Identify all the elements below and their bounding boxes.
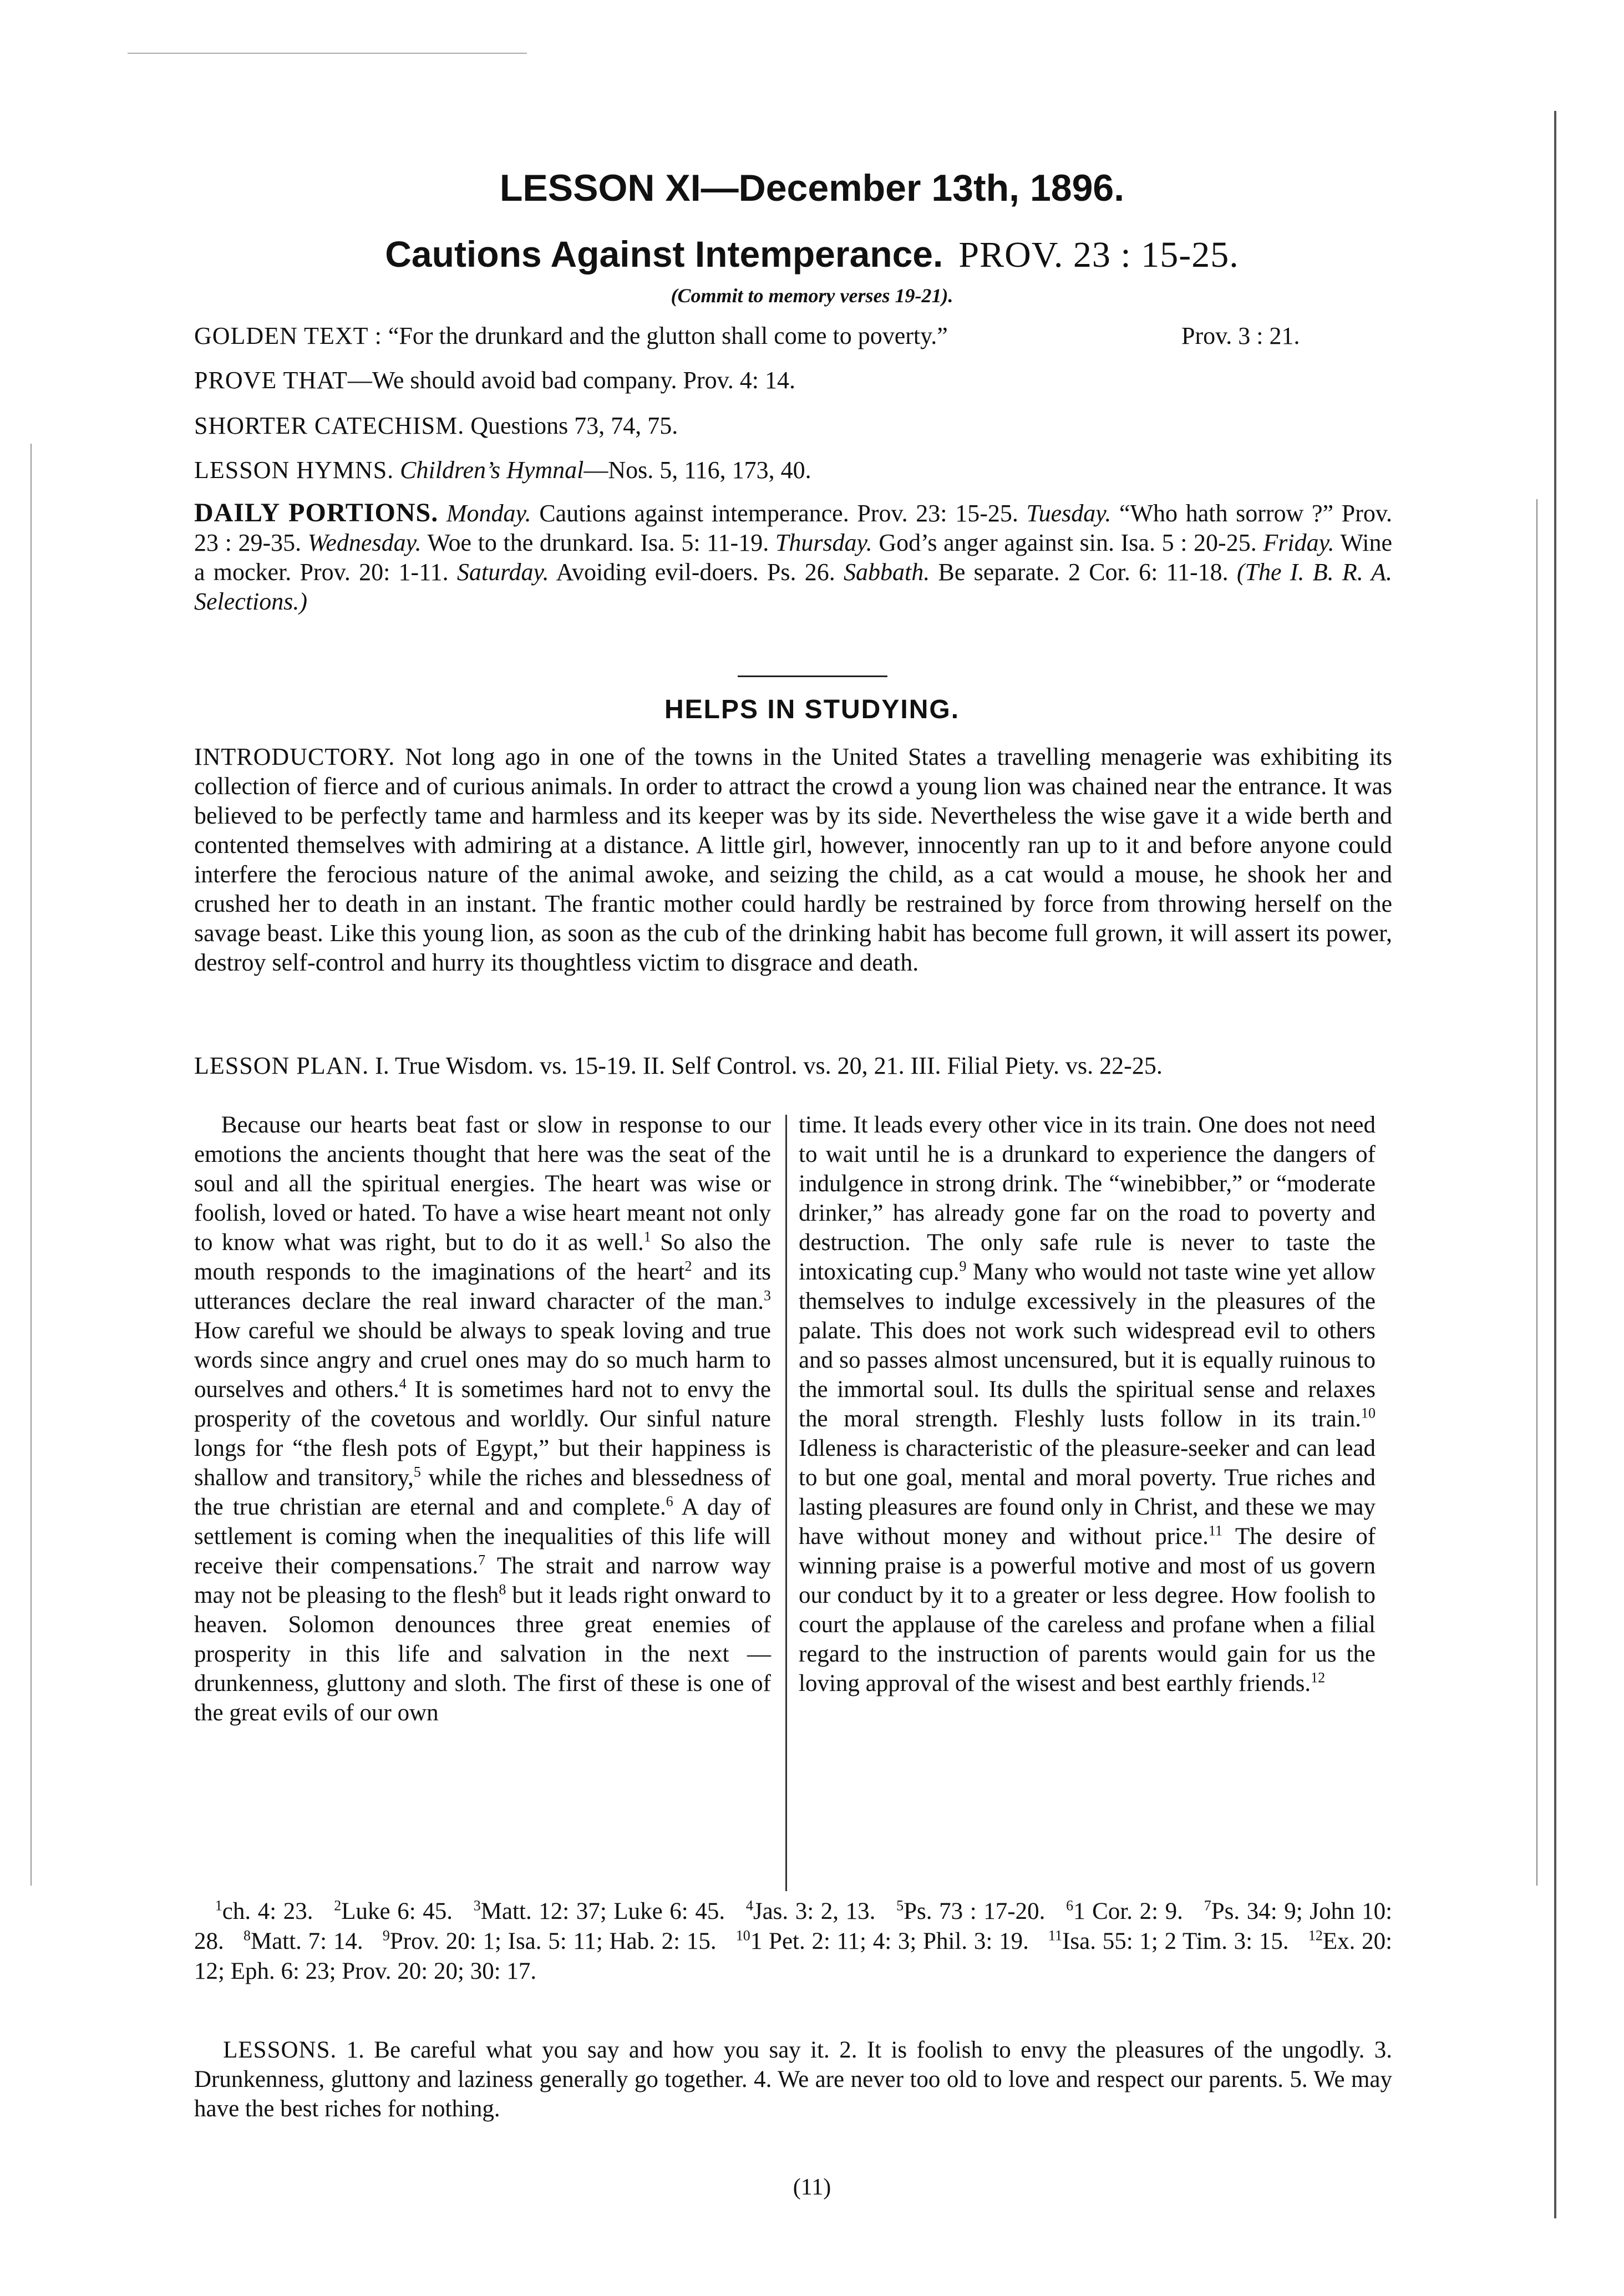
catechism-label: SHORTER CATECHISM. — [194, 412, 465, 439]
footnote-number: 1 — [215, 1897, 222, 1914]
daily-reading: God’s anger against sin. Isa. 5 : 20-25. — [879, 529, 1257, 556]
footnote-ref: Matt. 12: 37; Luke 6: 45. — [480, 1898, 725, 1924]
scan-edge-right — [1554, 111, 1556, 2218]
footnote-ref: Ps. 34: 9; John 10: 28. — [194, 1898, 1393, 1954]
footnote-ref: Ps. 73 : 17-20. — [904, 1898, 1046, 1924]
scan-edge-left — [31, 444, 32, 1886]
daily-selections: (The I. B. R. A. Selections.) — [194, 558, 1393, 615]
commentary-left-column — [194, 1110, 771, 1728]
footnote-marker: 4 — [399, 1375, 407, 1392]
lesson-plan-label: LESSON PLAN. — [194, 1052, 369, 1079]
footnote-ref: ch. 4: 23. — [222, 1898, 313, 1924]
hymns-numbers: —Nos. 5, 116, 173, 40. — [583, 456, 811, 484]
daily-reading: “Who hath sorrow ?” Prov. 23 : 29-35. — [194, 500, 1393, 556]
footnote-number: 3 — [473, 1897, 481, 1914]
footnote-ref: Ex. 20: 12; Eph. 6: 23; Prov. 20: 20; 30: 17. — [194, 1928, 1393, 1984]
daily-day: Sabbath. — [844, 558, 930, 586]
commentary-text: and its utterances declare the real inward character of the man. — [194, 1259, 771, 1314]
prove-that-label: PROVE THAT — [194, 367, 348, 394]
lesson-point: 4. We are never too old to love and respect our parents. — [754, 2066, 1283, 2092]
lesson-plan-text: I. True Wisdom. vs. 15-19. II. Self Control. vs. 20, 21. III. Filial Piety. vs. 22-25. — [375, 1052, 1163, 1079]
golden-text-quote: “For the drunkard and the glutton shall come to poverty.” — [388, 322, 948, 349]
lesson-topic: Cautions Against Intemperance. — [385, 233, 943, 275]
helps-heading: HELPS IN STUDYING. — [664, 695, 960, 724]
footnote-marker: 12 — [1311, 1669, 1326, 1686]
section-rule — [738, 675, 887, 677]
shorter-catechism — [194, 412, 1437, 440]
commentary-text: A day of settlement is coming when the inequalities of this life will receive their compensations. — [194, 1494, 771, 1579]
lessons-summary — [194, 2035, 1392, 2124]
commentary-text: Idleness is characteristic of the pleasure-seeker and can lead to but one goal, mental and moral poverty. True riches and lasting pleasures are found only in Christ, and these we may have without money and without price. — [799, 1435, 1376, 1550]
daily-day: Thursday. — [775, 529, 872, 556]
daily-portions — [194, 498, 1392, 616]
commentary-text: time. It leads every other vice in its train. One does not need to wait until he is a drunkard to experience the dangers of indulgence in strong drink. The “winebibber,” or “moderate drinker,” has already gone far on the road to poverty and destruction. The only safe rule is never to taste the intoxicating cup. — [799, 1112, 1376, 1285]
commentary-right-column — [799, 1110, 1376, 1698]
lesson-scripture-ref: PROV. 23 : 15-25. — [958, 235, 1239, 275]
daily-reading: Avoiding evil-doers. Ps. 26. — [556, 558, 835, 586]
commentary-text: but it leads right onward to heaven. Solomon denounces three great enemies of prosperity in this life and salvation in the next —drunkenness, gluttony and sloth. The first of these is one of the great evils of our own — [194, 1582, 772, 1726]
commentary-text: Many who would not taste wine yet allow themselves to indulge excessively in the pleasures of the palate. This does not work such widespread evil to others and so passes almost uncensured, but it is equally ruinous to the immortal soul. Its dulls the spiritual sense and relaxes the moral strength. Fleshly lusts follow in its train. — [799, 1259, 1376, 1432]
footnote-marker: 3 — [764, 1287, 771, 1304]
footnote-number: 8 — [243, 1927, 251, 1944]
golden-text-ref: Prov. 3 : 21. — [1181, 322, 1300, 349]
hymns-label: LESSON HYMNS. — [194, 456, 394, 484]
daily-day: Wednesday. — [307, 529, 422, 556]
footnote-marker: 5 — [413, 1464, 421, 1480]
footnote-ref: 1 Cor. 2: 9. — [1073, 1898, 1183, 1924]
golden-text-label: GOLDEN TEXT : — [194, 322, 382, 349]
lesson-plan — [194, 1051, 1392, 1080]
footnote-number: 9 — [382, 1927, 390, 1944]
footnote-marker: 7 — [478, 1552, 486, 1568]
introductory-text: Not long ago in one of the towns in the United States a travelling menagerie was exhibiting its collection of fierce and of curious animals. In order to attract the crowd a young lion was chained near the entrance. It was believed to be perfectly tame and harmless and its keeper was by its side. Nevertheless the wise gave it a wide berth and contented themselves with admiring at a distance. A little girl, however, innocently ran up to it and before anyone could interfere the ferocious nature of the animal awoke, and seizing the child, as a cat would a mouse, he shook her and crushed her to death in an instant. The frantic mother could hardly be restrained by force from throwing herself on the savage beast. Like this young lion, as soon as the cub of the drinking habit has become full grown, it will assert its power, destroy self-control and hurry its thoughtless victim to disgrace and death. — [194, 743, 1393, 976]
footnote-number: 12 — [1308, 1927, 1323, 1944]
footnote-number: 7 — [1204, 1897, 1211, 1914]
lesson-hymns — [194, 456, 1437, 484]
footnote-number: 2 — [334, 1897, 342, 1914]
daily-portions-heading: DAILY PORTIONS. — [194, 498, 439, 527]
daily-reading: Cautions against intemperance. Prov. 23: 15-25. — [539, 500, 1018, 527]
footnote-number: 6 — [1066, 1897, 1074, 1914]
footnote-ref: Jas. 3: 2, 13. — [753, 1898, 876, 1924]
commentary-text: How careful we should be always to speak loving and true words since angry and cruel ones may do so much harm to ourselves and others. — [194, 1318, 771, 1403]
lesson-title: LESSON XI—December 13th, 1896. — [499, 167, 1125, 209]
commentary-text: Because our hearts beat fast or slow in response to our emotions the ancients thought that here was the seat of the soul and all the spiritual energies. The heart was wise or foolish, loved or hated. To have a wise heart meant not only to know what was right, but to do it as well. — [194, 1112, 771, 1256]
footnote-ref: Prov. 20: 1; Isa. 5: 11; Hab. 2: 15. — [389, 1928, 717, 1954]
daily-day: Friday. — [1263, 529, 1334, 556]
lessons-label: LESSONS. — [223, 2037, 337, 2063]
prove-that — [194, 366, 1437, 394]
commentary-text: The strait and narrow way may not be pleasing to the flesh — [194, 1553, 771, 1608]
daily-reading: Wine a mocker. Prov. 20: 1-11. — [194, 529, 1393, 586]
daily-reading: Be separate. 2 Cor. 6: 11-18. — [938, 558, 1229, 586]
footnote-ref: Luke 6: 45. — [341, 1898, 453, 1924]
lesson-subtitle — [0, 233, 1624, 276]
footnote-marker: 9 — [959, 1258, 967, 1274]
footnote-marker: 10 — [1361, 1405, 1376, 1421]
lesson-point: 2. It is foolish to envy the pleasures of the ungodly. — [839, 2037, 1365, 2063]
lesson-point: 5. We may have the best riches for nothing. — [194, 2066, 1393, 2122]
footnotes — [194, 1897, 1392, 1987]
catechism-text: Questions 73, 74, 75. — [470, 412, 678, 439]
footnote-number: 4 — [745, 1897, 753, 1914]
commentary-text: while the riches and blessedness of the true christian are eternal and and complete. — [194, 1465, 772, 1520]
daily-day: Monday. — [446, 500, 531, 527]
commentary-text: It is sometimes hard not to envy the prosperity of the covetous and worldly. Our sinful nature longs for “the flesh pots of Egypt,” but their happiness is shallow and transitory, — [194, 1376, 771, 1491]
footnote-ref: 1 Pet. 2: 11; 4: 3; Phil. 3: 19. — [750, 1928, 1029, 1954]
golden-text — [194, 322, 1437, 350]
footnote-ref: Matt. 7: 14. — [250, 1928, 363, 1954]
footnote-number: 10 — [735, 1927, 750, 1944]
footnote-number: 11 — [1048, 1927, 1063, 1944]
daily-reading: Woe to the drunkard. Isa. 5: 11-19. — [427, 529, 769, 556]
page-number: (11) — [793, 2175, 831, 2200]
footnote-marker: 8 — [499, 1581, 506, 1598]
footnote-marker: 6 — [666, 1493, 673, 1510]
footnote-marker: 2 — [684, 1258, 692, 1274]
lesson-point: 1. Be careful what you say and how you say it. — [346, 2037, 830, 2063]
commentary-text: The desire of winning praise is a powerful motive and most of us govern our conduct by it to a greater or less degree. How foolish to court the applause of the careless and profane when a filial regard to the instruction of parents would gain for us the loving approval of the wisest and best earthly friends. — [799, 1523, 1376, 1696]
footnote-marker: 1 — [643, 1228, 651, 1245]
commentary-text: So also the mouth responds to the imaginations of the heart — [194, 1230, 771, 1285]
introductory-paragraph — [194, 742, 1392, 977]
footnote-marker: 11 — [1208, 1522, 1222, 1539]
introductory-label: INTRODUCTORY. — [194, 743, 395, 770]
scan-edge-top — [128, 53, 527, 54]
memory-note: (Commit to memory verses 19-21). — [671, 285, 953, 307]
daily-day: Saturday. — [456, 558, 549, 586]
lesson-point: 3. Drunkenness, gluttony and laziness generally go together. — [194, 2037, 1393, 2092]
column-divider — [785, 1115, 787, 1891]
footnote-number: 5 — [896, 1897, 904, 1914]
footnote-ref: Isa. 55: 1; 2 Tim. 3: 15. — [1062, 1928, 1289, 1954]
daily-day: Tuesday. — [1026, 500, 1112, 527]
hymns-book: Children’s Hymnal — [400, 456, 584, 484]
prove-that-text: —We should avoid bad company. Prov. 4: 14. — [347, 367, 795, 394]
